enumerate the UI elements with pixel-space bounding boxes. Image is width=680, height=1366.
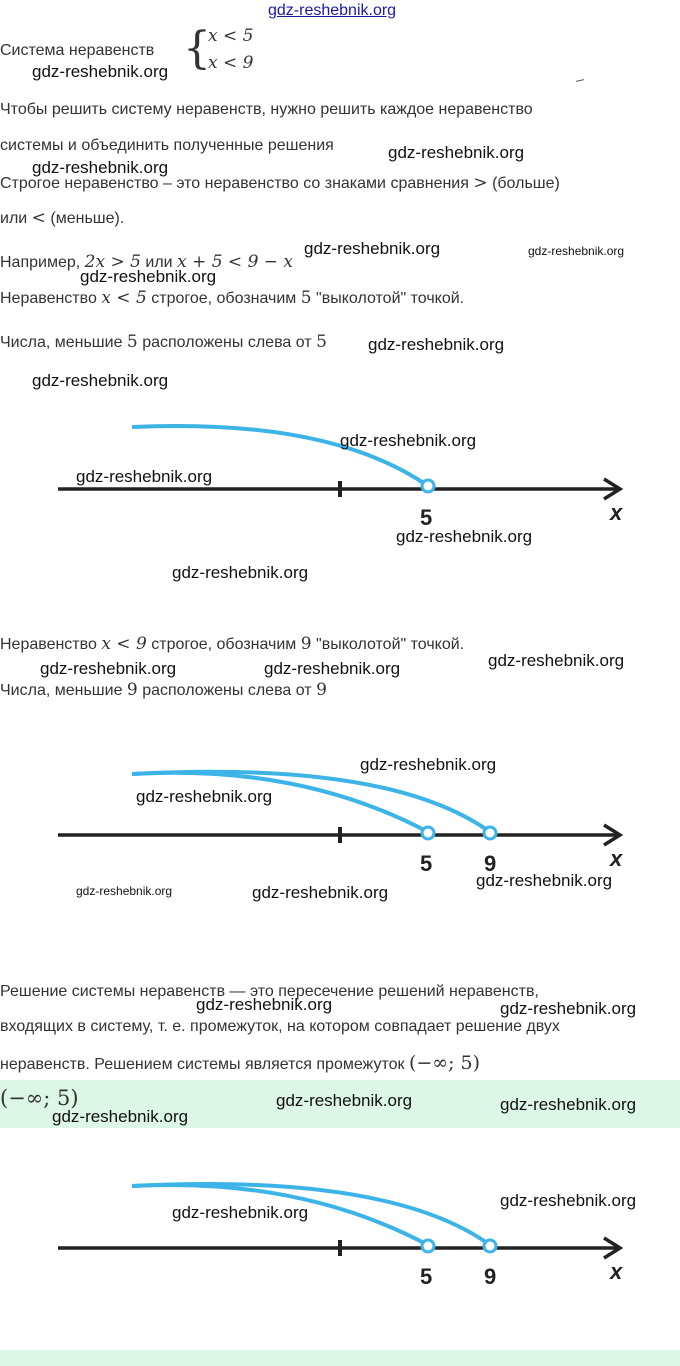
bottom-band — [0, 1350, 680, 1366]
watermark: gdz-reshebnik.org — [264, 659, 401, 678]
watermark: gdz-reshebnik.org — [52, 1107, 189, 1126]
watermark: gdz-reshebnik.org — [360, 755, 497, 774]
example-line: Например, 2x > 5 или x + 5 < 9 − x — [0, 252, 294, 272]
answer-interval: (−∞; 5) — [0, 1086, 79, 1110]
point-label-5: 5 — [420, 851, 433, 876]
watermark: gdz-reshebnik.org — [304, 239, 441, 258]
watermark: gdz-reshebnik.org — [172, 563, 309, 582]
watermark: gdz-reshebnik.org — [488, 651, 625, 670]
watermark: gdz-reshebnik.org — [500, 1095, 637, 1114]
watermark: gdz-reshebnik.org — [396, 527, 533, 546]
conclusion-line: неравенств. Решением системы является промежуток (−∞; 5) — [0, 1052, 481, 1074]
point-label-5: 5 — [420, 505, 433, 530]
watermark: gdz-reshebnik.org — [476, 871, 613, 890]
open-point-9 — [484, 827, 496, 839]
stray-mark — [576, 79, 584, 82]
watermark: gdz-reshebnik.org — [172, 1203, 309, 1222]
open-point-5 — [422, 1240, 434, 1252]
watermark: gdz-reshebnik.org — [136, 787, 273, 806]
open-point-5 — [422, 480, 434, 492]
statement-line: Неравенство x < 5 строгое, обозначим 5 "выколотой" точкой. — [0, 288, 465, 308]
open-point-9 — [484, 1240, 496, 1252]
watermark: gdz-reshebnik.org — [528, 244, 625, 258]
watermark: gdz-reshebnik.org — [500, 999, 637, 1018]
watermark: gdz-reshebnik.org — [388, 143, 525, 162]
watermark-top[interactable]: gdz-reshebnik.org — [268, 2, 397, 19]
axis-label-x: x — [610, 500, 623, 525]
system-brace: { — [183, 23, 211, 74]
number-line-diagram-2 — [0, 746, 680, 886]
axis-label-x: x — [610, 846, 623, 871]
watermark: gdz-reshebnik.org — [32, 371, 169, 390]
statement-line: Числа, меньшие 5 расположены слева от 5 — [0, 332, 327, 352]
point-label-9: 9 — [484, 1264, 497, 1289]
axis-label-x: x — [610, 1259, 623, 1284]
watermark: gdz-reshebnik.org — [252, 883, 389, 902]
paragraph-line: Строгое неравенство – это неравенство со знаками сравнения > (больше) — [0, 173, 560, 193]
watermark: gdz-reshebnik.org — [76, 467, 213, 486]
watermark: gdz-reshebnik.org — [32, 158, 169, 177]
paragraph-line: Чтобы решить систему неравенств, нужно решить каждое неравенство — [0, 101, 533, 118]
watermark: gdz-reshebnik.org — [80, 267, 217, 286]
conclusion-line: Решение системы неравенств — это пересечение решений неравенств, — [0, 983, 539, 1000]
watermark: gdz-reshebnik.org — [32, 62, 169, 81]
paragraph-line: системы и объединить полученные решения — [0, 137, 334, 154]
watermark: gdz-reshebnik.org — [196, 995, 333, 1014]
watermark: gdz-reshebnik.org — [40, 659, 177, 678]
system-ineq-2: x < 9 — [208, 53, 254, 73]
point-label-5: 5 — [420, 1264, 433, 1289]
statement-line: Числа, меньшие 9 расположены слева от 9 — [0, 680, 327, 700]
watermark: gdz-reshebnik.org — [500, 1191, 637, 1210]
watermark: gdz-reshebnik.org — [76, 884, 173, 898]
statement-line: Неравенство x < 9 строгое, обозначим 9 "выколотой" точкой. — [0, 634, 465, 654]
point-label-9: 9 — [484, 851, 497, 876]
conclusion-line: входящих в систему, т. е. промежуток, на котором совпадает решение двух — [0, 1018, 560, 1035]
system-ineq-1: x < 5 — [208, 26, 254, 46]
paragraph-line: или < (меньше). — [0, 208, 125, 228]
number-line-diagram-3 — [0, 1159, 680, 1299]
watermark: gdz-reshebnik.org — [276, 1091, 413, 1110]
system-label: Система неравенств — [0, 42, 155, 59]
watermark: gdz-reshebnik.org — [340, 431, 477, 450]
watermark: gdz-reshebnik.org — [368, 335, 505, 354]
open-point-5 — [422, 827, 434, 839]
